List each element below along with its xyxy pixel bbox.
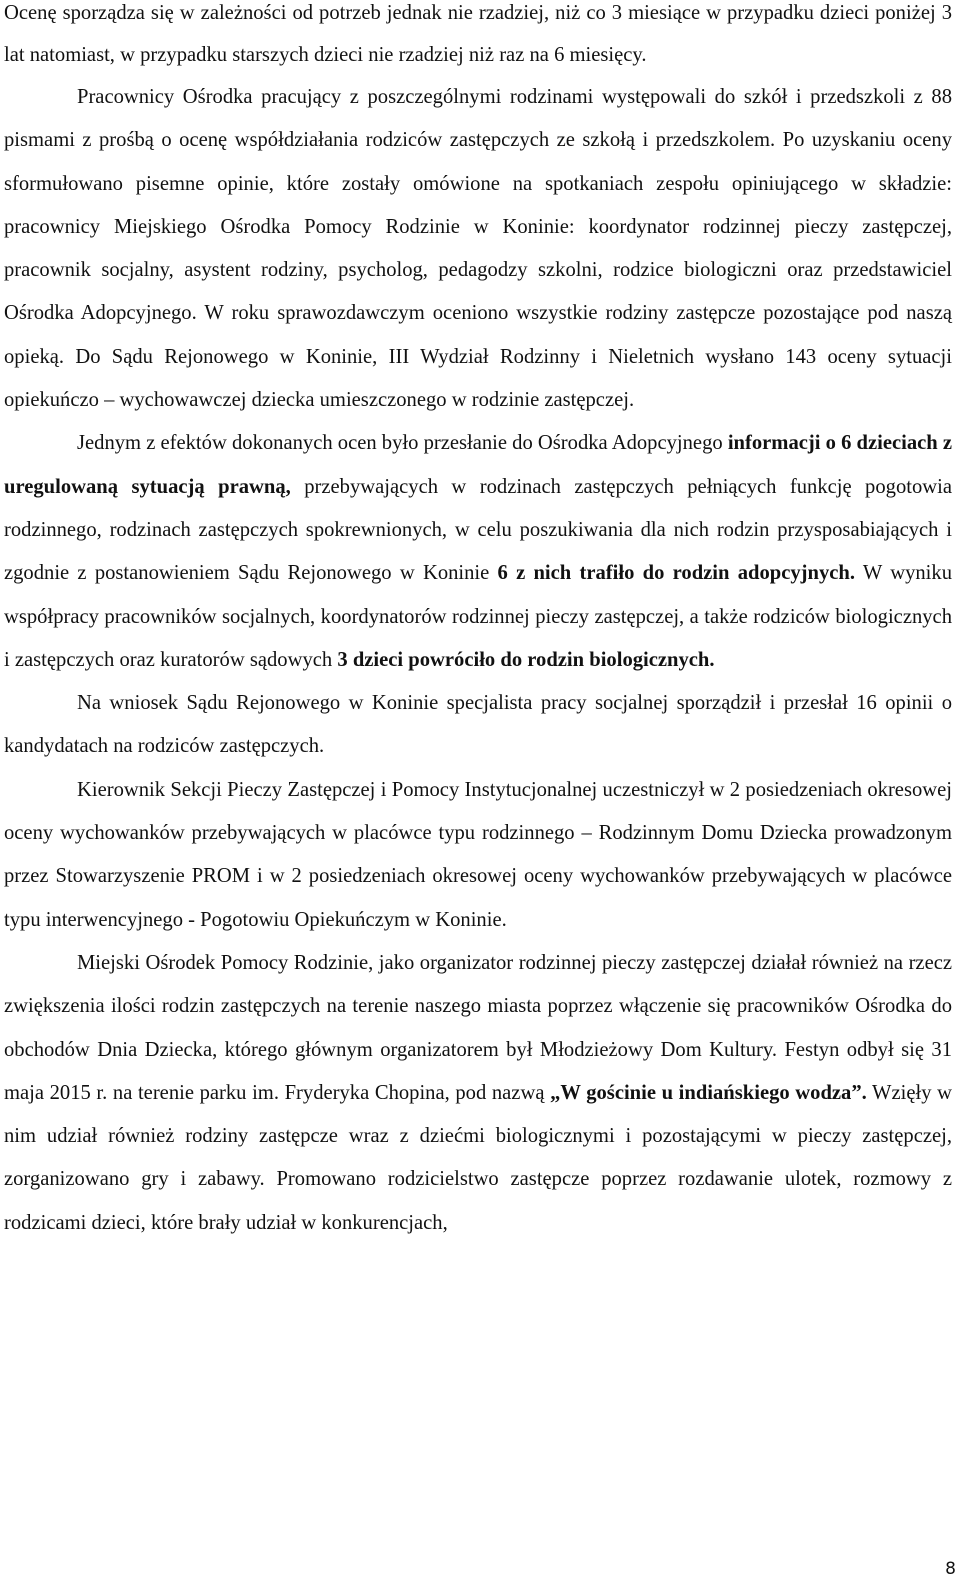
paragraph-text: przebywających w rodzinach zastępczych pełniących funkcję pogotowia rodzinnego, rodzinach zastępczych spokrewnionych, w celu poszukiwania dla nich rodzin przysposabiających i zgodnie z postanowieniem Sądu Rejonowego w Koninie — [4, 475, 952, 585]
bold-text-adoption: 6 z nich trafiło do rodzin adopcyjnych. — [497, 562, 856, 585]
paragraph-assessment-effects — [4, 422, 952, 682]
paragraph-assessment-frequency — [4, 0, 952, 76]
paragraph-court-opinions — [4, 682, 952, 769]
paragraph-section-manager — [4, 769, 952, 942]
paragraph-text: Pracownicy Ośrodka pracujący z poszczególnymi rodzinami występowali do szkół i przedszkoli z 88 pismami z prośbą o ocenę współdziałania rodziców zastępczych ze szkołą i przedszkolem. Po uzyskaniu oceny sformułowano pisemne opinie, które zostały omówione na spotkaniach zespołu opiniującego w składzie: pracownicy Miejskiego Ośrodka Pomocy Rodzinie w Koninie: koordynator rodzinnej pieczy zastępczej, pracownik socjalny, asystent rodziny, psycholog, pedagodzy szkolni, rodzice biologiczni oraz przedstawiciel Ośrodka Adopcyjnego. W roku sprawozdawczym oceniono wszystkie rodziny zastępcze pozostające pod naszą opieką. Do Sądu Rejonowego w Koninie, III Wydział Rodzinny i Nieletnich wysłano 143 oceny sytuacji opiekuńczo – wychowawczej dziecka umieszczonego w rodzinie zastępczej. — [4, 86, 952, 412]
paragraph-text: Kierownik Sekcji Pieczy Zastępczej i Pomocy Instytucjonalnej uczestniczył w 2 posiedzeniach okresowej oceny wychowanków przebywających w placówce typu rodzinnego – Rodzinnym Domu Dziecka prowadzonym przez Stowarzyszenie PROM i w 2 posiedzeniach okresowej oceny wychowanków przebywających w placówce typu interwencyjnego - Pogotowiu Opiekuńczym w Koninie. — [4, 778, 952, 931]
paragraph-school-cooperation — [4, 76, 952, 422]
paragraph-text: Jednym z efektów dokonanych ocen było przesłanie do Ośrodka Adopcyjnego — [77, 432, 728, 455]
paragraph-childrens-day — [4, 942, 952, 1245]
document-page — [4, 0, 952, 1245]
paragraph-text: W wyniku współpracy pracowników socjalnych, koordynatorów rodzinnej pieczy zastępczej, a także rodziców biologicznych i zastępczych oraz kuratorów sądowych — [4, 562, 952, 671]
paragraph-text: Ocenę sporządza się w zależności od potrzeb jednak nie rzadziej, niż co 3 miesiące w przypadku dzieci poniżej 3 lat natomiast, w przypadku starszych dzieci nie rzadziej niż raz na 6 miesięcy. — [4, 2, 952, 66]
bold-text-return-biological: 3 dzieci powróciło do rodzin biologicznych. — [337, 648, 715, 671]
paragraph-text: Miejski Ośrodek Pomocy Rodzinie, jako organizator rodzinnej pieczy zastępczej działał również na rzecz zwiększenia ilości rodzin zastępczych na terenie naszego miasta poprzez włączenie się pracowników Ośrodka do obchodów Dnia Dziecka, którego głównym organizatorem był Młodzieżowy Dom Kultury. Festyn odbył się 31 maja 2015 r. na terenie parku im. Fryderyka Chopina, pod nazwą — [4, 951, 952, 1104]
bold-text-children-info: informacji o 6 dzieciach z uregulowaną sytuacją prawną, — [4, 432, 953, 498]
paragraph-text: Wzięły w nim udział również rodziny zastępcze wraz z dziećmi biologicznymi i pozostającymi w pieczy zastępczej, zorganizowano gry i zabawy. Promowano rodzicielstwo zastępcze poprzez rozdawanie ulotek, rozmowy z rodzicami dzieci, które brały udział w konkurencjach, — [4, 1081, 952, 1234]
page-number: 8 — [945, 1559, 956, 1579]
bold-text-festival-name: „W gościnie u indiańskiego wodza”. — [550, 1081, 867, 1104]
paragraph-text: Na wniosek Sądu Rejonowego w Koninie specjalista pracy socjalnej sporządził i przesłał 16 opinii o kandydatach na rodziców zastępczych. — [4, 692, 952, 758]
